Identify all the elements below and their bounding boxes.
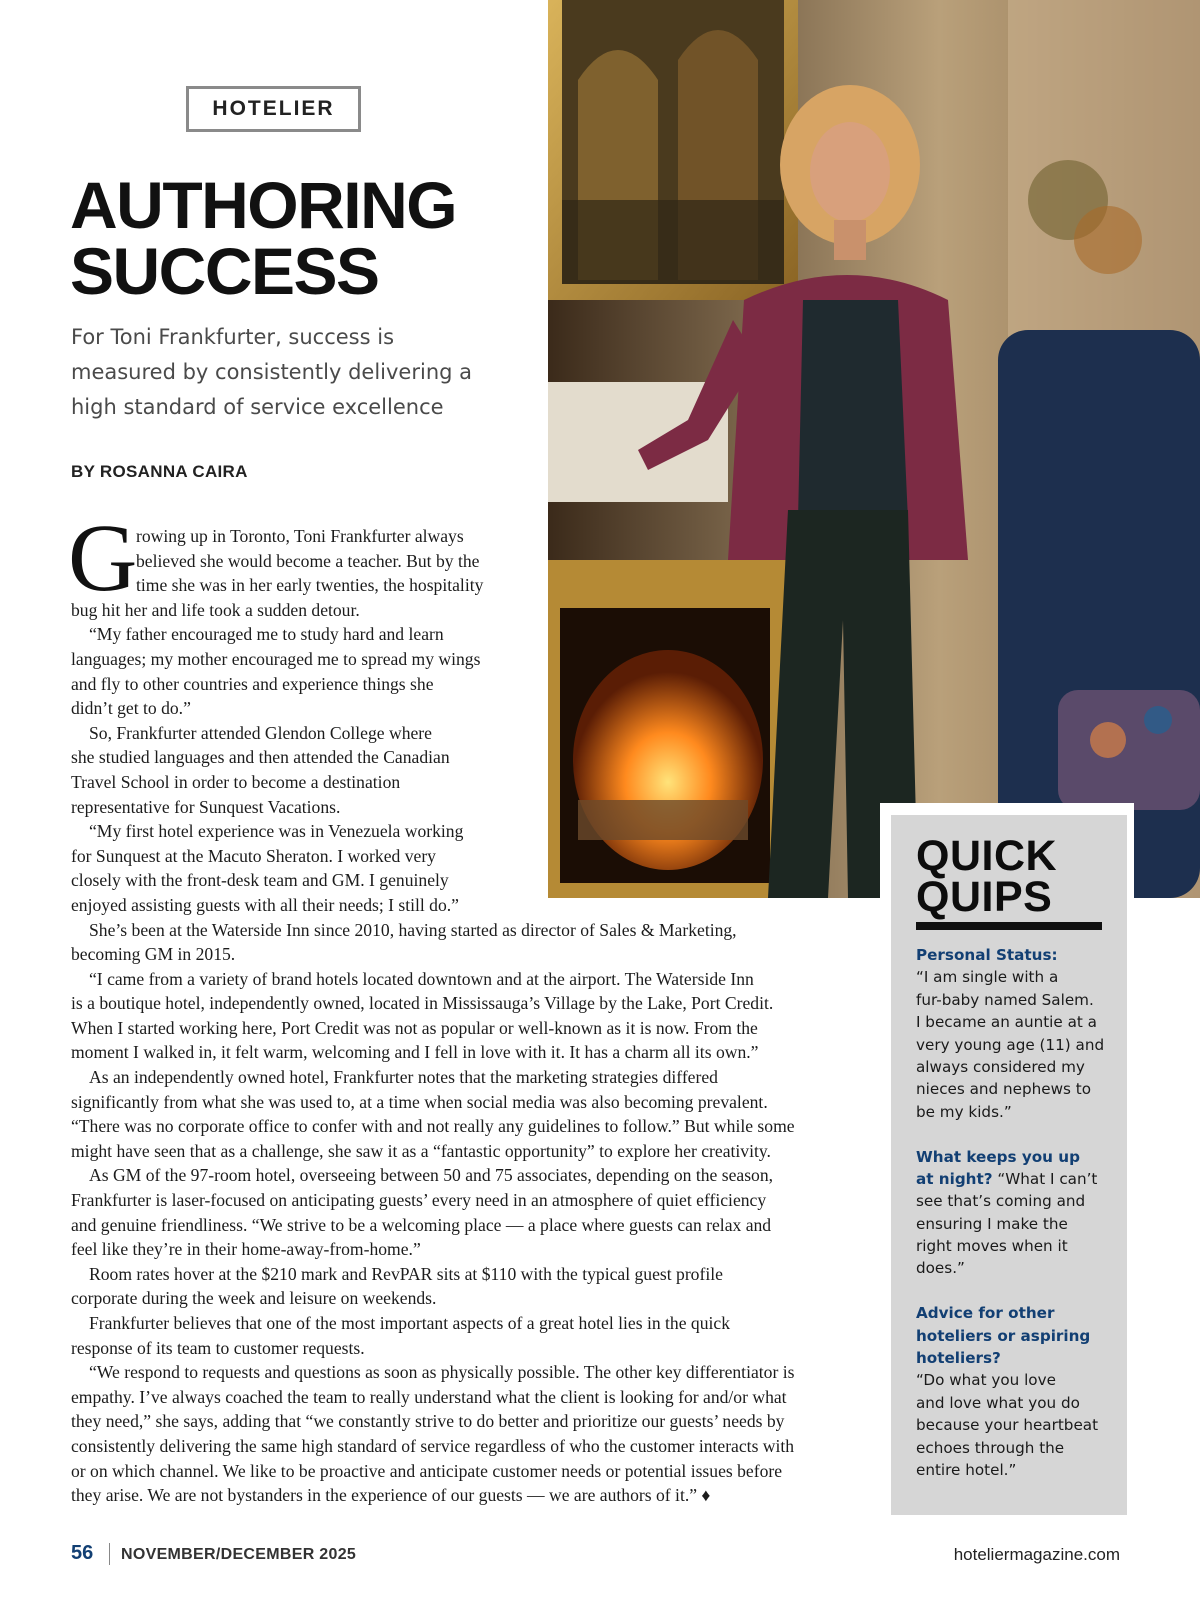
body-line: So, Frankfurter attended Glendon College where — [89, 722, 432, 743]
quip-line — [916, 1325, 1121, 1347]
quip-answer: “Do what you love — [916, 1371, 1056, 1390]
quips-body — [916, 944, 1121, 1481]
quip-answer: echoes through the — [916, 1438, 1065, 1457]
body-line: didn’t get to do.” — [71, 698, 191, 719]
body-line: believed she would become a teacher. But by the — [136, 550, 480, 571]
body-line: time she was in her early twenties, the hospitality — [136, 575, 484, 596]
quip-line — [916, 966, 1121, 988]
byline: BY ROSANNA CAIRA — [71, 462, 248, 481]
quip-line — [916, 1146, 1121, 1168]
footer-divider — [109, 1543, 110, 1565]
quip-answer: see that’s coming and — [916, 1192, 1086, 1211]
quip-line — [916, 1459, 1121, 1481]
body-line: “My first hotel experience was in Venezuela working — [89, 821, 464, 842]
body-line: corporate during the week and leisure on weekends. — [71, 1288, 437, 1309]
headline-line-1: AUTHORING — [70, 168, 457, 242]
quips-rule — [916, 922, 1102, 930]
body-line: feel like they’re in their home-away-from-home.” — [71, 1239, 421, 1260]
body-line: and fly to other countries and experience things she — [71, 673, 434, 694]
body-line: She’s been at the Waterside Inn since 2010, having started as director of Sales & Marketing, — [89, 919, 737, 940]
quip-question: at night? — [916, 1169, 993, 1188]
quip-line — [916, 1414, 1121, 1436]
quips-title-line-2: QUIPS — [916, 873, 1053, 921]
body-line: bug hit her and life took a sudden detour. — [71, 599, 360, 620]
quip-line — [916, 1302, 1121, 1324]
body-line: Frankfurter is laser-focused on anticipating guests’ every need in an atmosphere of quiet efficiency — [71, 1190, 767, 1211]
quip-answer: because your heartbeat — [916, 1416, 1099, 1435]
body-line: consistently delivering the same high standard of service regardless of who the customer interacts with — [71, 1435, 795, 1456]
quip-answer: be my kids.” — [916, 1102, 1012, 1121]
body-line: “There was no corporate office to confer with and not really any guidelines to follow.” But while some — [71, 1116, 795, 1137]
body-line: is a boutique hotel, independently owned, located in Mississauga’s Village by the Lake, Port Credit. — [71, 993, 774, 1014]
quip-answer: “What I can’t — [992, 1169, 1098, 1188]
quip-answer: entire hotel.” — [916, 1460, 1017, 1479]
body-line: they arise. We are not bystanders in the experience of our guests — we are authors of it.” ♦ — [71, 1485, 711, 1506]
body-line: empathy. I’ve always coached the team to really understand what the client is looking for and/or what — [71, 1386, 787, 1407]
quip-line — [916, 1369, 1121, 1391]
body-line: languages; my mother encouraged me to spread my wings — [71, 648, 481, 669]
body-line: she studied languages and then attended the Canadian — [71, 747, 450, 768]
drop-cap: G — [68, 504, 138, 611]
quip-line — [916, 1280, 1121, 1302]
body-line: and genuine friendliness. “We strive to be a welcoming place — a place where guests can relax and — [71, 1214, 772, 1235]
quip-line — [916, 1078, 1121, 1100]
quips-title — [916, 832, 1058, 921]
body-line: “I came from a variety of brand hotels located downtown and at the airport. The Waterside Inn — [89, 968, 754, 989]
quip-question: hoteliers? — [916, 1349, 1001, 1368]
quip-answer: nieces and nephews to — [916, 1080, 1092, 1099]
quip-question: What keeps you up — [916, 1147, 1080, 1166]
body-line: or on which channel. We like to be proactive and anticipate customer needs or potential issues before — [71, 1460, 783, 1481]
quip-question: hoteliers or aspiring — [916, 1326, 1091, 1345]
body-line: Travel School in order to become a destination — [71, 771, 401, 792]
body-line: for Sunquest at the Macuto Sheraton. I worked very — [71, 845, 436, 866]
article-body — [68, 504, 871, 1508]
quip-answer: does.” — [916, 1259, 965, 1278]
quip-line — [916, 1056, 1121, 1078]
deck: For Toni Frankfurter, success is measured by consistently delivering a high standard of service excellence — [71, 325, 472, 419]
quip-answer: I became an auntie at a — [916, 1013, 1097, 1032]
quip-line — [916, 1101, 1121, 1123]
body-line: moment I walked in, it felt warm, welcoming and I fell in love with it. It has a charm all its own.” — [71, 1042, 759, 1063]
quip-line — [916, 1392, 1121, 1414]
quip-answer: very young age (11) and — [916, 1035, 1105, 1054]
quip-answer: “I am single with a — [916, 968, 1059, 987]
headline — [70, 168, 457, 308]
quip-question: Advice for other — [916, 1304, 1055, 1323]
body-line: they need,” she says, adding that “we constantly strive to do better and prioritize our guests’ needs by — [71, 1411, 785, 1432]
quip-line — [916, 1190, 1121, 1212]
quip-line — [916, 1011, 1121, 1033]
quip-line — [916, 1168, 1121, 1190]
quip-answer: right moves when it — [916, 1237, 1068, 1256]
quip-answer: fur-baby named Salem. — [916, 990, 1094, 1009]
body-line: As GM of the 97-room hotel, overseeing between 50 and 75 associates, depending on the season, — [89, 1165, 774, 1186]
quip-line — [916, 1257, 1121, 1279]
quip-answer: always considered my — [916, 1057, 1085, 1076]
body-line: response of its team to customer requests. — [71, 1337, 365, 1358]
issue-date: NOVEMBER/DECEMBER 2025 — [121, 1546, 357, 1563]
quip-line — [916, 1235, 1121, 1257]
body-line: rowing up in Toronto, Toni Frankfurter always — [136, 526, 464, 546]
quip-line — [916, 989, 1121, 1011]
body-line: Frankfurter believes that one of the most important aspects of a great hotel lies in the quick — [89, 1313, 731, 1333]
headline-line-2: SUCCESS — [70, 234, 379, 308]
body-line: When I started working here, Port Credit was not as popular or well-known as it is now. From the — [71, 1017, 758, 1038]
body-line: “We respond to requests and questions as soon as physically possible. The other key differentiator is — [89, 1362, 795, 1383]
quip-line — [916, 944, 1121, 966]
quip-question: Personal Status: — [916, 946, 1058, 964]
quip-line — [916, 1437, 1121, 1459]
website-link[interactable]: hoteliermagazine.com — [953, 1545, 1120, 1564]
body-line: representative for Sunquest Vacations. — [71, 796, 341, 817]
quip-line — [916, 1034, 1121, 1056]
body-line: As an independently owned hotel, Frankfurter notes that the marketing strategies differed — [89, 1067, 718, 1088]
section-tag: HOTELIER — [186, 86, 361, 132]
body-line: becoming GM in 2015. — [71, 944, 236, 965]
quip-line — [916, 1123, 1121, 1145]
quip-line — [916, 1213, 1121, 1235]
quips-title-line-1: QUICK — [916, 832, 1058, 880]
quip-answer: and love what you do — [916, 1393, 1080, 1412]
body-line: might have seen that as a challenge, she saw it as a “fantastic opportunity” to explore her creativity. — [71, 1140, 771, 1161]
page-number: 56 — [71, 1542, 94, 1564]
body-line: closely with the front-desk team and GM. I genuinely — [71, 870, 449, 891]
quip-answer: ensuring I make the — [916, 1214, 1068, 1233]
body-line: Room rates hover at the $210 mark and RevPAR sits at $110 with the typical guest profile — [89, 1263, 723, 1284]
body-line: significantly from what she was used to, at a time when social media was also becoming prevalent. — [71, 1091, 768, 1112]
body-line: enjoyed assisting guests with all their needs; I still do.” — [71, 894, 459, 915]
body-line: “My father encouraged me to study hard and learn — [89, 624, 444, 645]
quip-line — [916, 1347, 1121, 1369]
